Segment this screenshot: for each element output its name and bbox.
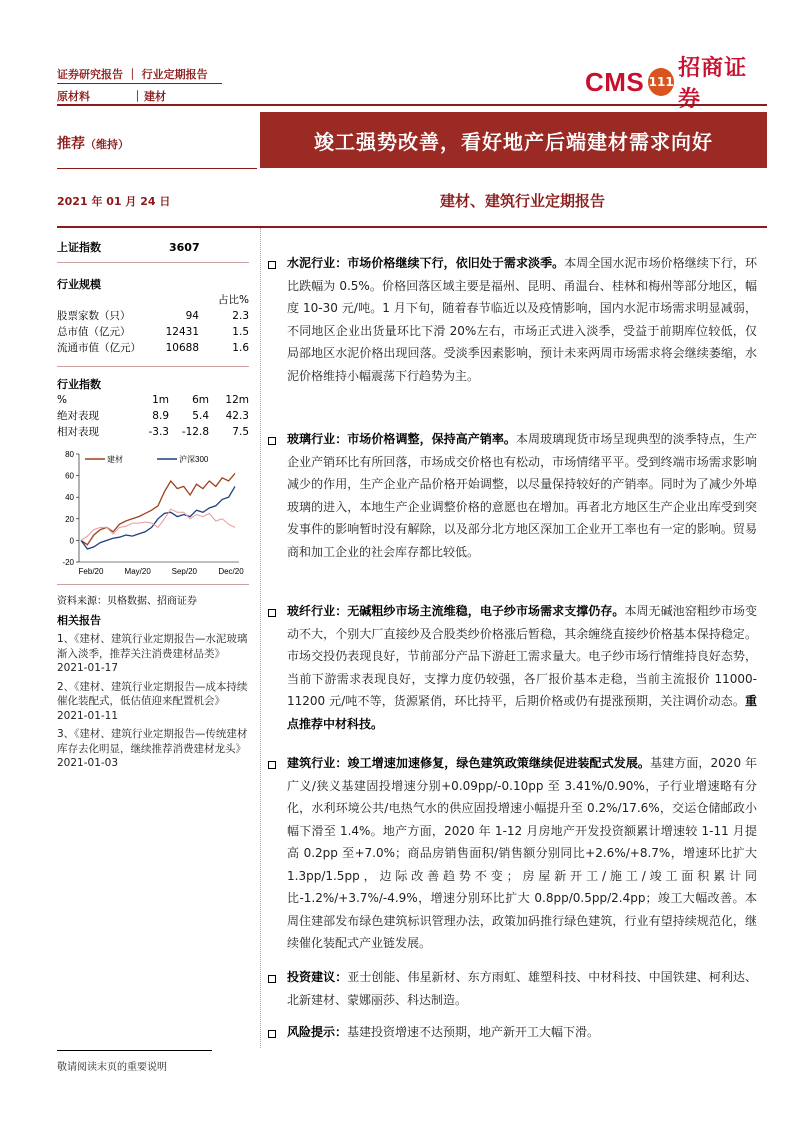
y-tick-label: 40 [65,493,74,503]
scale-row [57,308,249,324]
related-report-item[interactable]: 1、《建材、建筑行业定期报告—水泥玻璃渐入淡季，推荐关注消费建材品类》2021-01-17 [57,633,248,674]
rating [57,133,129,153]
column-divider [260,228,261,1048]
perf-table [57,376,249,440]
logo-cn: 招商证券 [678,56,748,112]
scale-row-name: 流通市值（亿元） [57,342,141,354]
section-heading: 投资建议： [287,970,348,984]
rating-label: 推荐 [57,136,85,152]
legend-label: 沪深300 [179,455,209,464]
scale-table [57,276,249,356]
logo-text: CMS [585,66,645,97]
perf-row [57,424,249,440]
section-bullet-icon [267,260,277,270]
x-tick-label: Dec/20 [218,567,244,576]
section-heading: 玻璃行业：市场价格调整，保持高产销率。 [287,432,516,446]
scale-row-v1: 10688 [165,342,199,354]
scale-col-header: 占比% [218,294,249,306]
index-block [57,240,249,256]
related-heading: 相关报告 [57,614,101,627]
rating-note: （维持） [85,138,129,151]
report-title: 竣工强势改善，看好地产后端建材需求向好 [260,112,767,168]
section-body: 本周玻璃现货市场呈现典型的淡季特点，生产企业产销环比有所回落，市场成交价格也有松动，市场情绪平平。受到终端市场需求影响减少的作用，生产企业产品价格开始调整，以尽量保持较好的产销率。同时为了减少外埠玻璃的进入，本地生产企业调整价格的意愿也在增加。再者北方地区生产企业出库受到突发事件的影响暂时没有解除，以及部分北方地区深加工企业开工率也有一定的影响。贸易商和加工企业的社会库存都比较低。 [287,432,757,559]
perf-row-value: -3.3 [148,426,169,438]
scale-row-v2: 1.5 [232,326,249,338]
related-report-item[interactable]: 2、《建材、建筑行业定期报告—成本持续催化装配式，低估值迎来配置机会》2021-01-11 [57,680,248,722]
y-tick-label: -20 [62,558,74,567]
section-paragraph [287,966,757,1011]
section-body: 本周无碱池窑粗纱市场变动不大，个别大厂直接纱及合股类纱价格涨后暂稳，其余缠绕直接纱价格基本保持稳定。市场交投仍表现良好，节前部分产品下游赶工需求量大。电子纱市场行情维持良好态势，当前下游需求表现良好，支撑力度仍较强，各厂报价基本走稳，当前主流报价 11000-11200 元/吨不等，货源紧俏，环比持平，后期价格或仍有提涨预期，关注调价动态。 [287,604,757,708]
perf-col-header: 6m [192,394,209,406]
legend-label: 建材 [107,455,123,464]
perf-row-value: 8.9 [152,410,169,422]
sector-label: 原材料 [57,90,90,103]
scale-row [57,324,249,340]
perf-row-value: 42.3 [225,410,249,422]
section-paragraph [287,252,757,387]
perf-row [57,408,249,424]
x-tick-label: May/20 [124,567,151,576]
report-type: 证券研究报告 ｜ 行业定期报告 [57,68,208,81]
scale-row-name: 股票家数（只） [57,310,131,322]
perf-heading: 行业指数 [57,378,101,391]
related-report-item[interactable]: 3、《建材、建筑行业定期报告—传统建材库存去化明显，继续推荐消费建材龙头》2021-01-03 [57,728,248,769]
section-heading: 玻纤行业：无碱粗纱市场主流维稳，电子纱市场需求支撑仍存。 [287,604,625,618]
related-reports [57,612,249,775]
section-bullet-icon [267,974,277,984]
x-tick-label: Feb/20 [78,567,104,576]
sub-sector-label: 建材 [144,90,166,103]
index-label: 上证指数 [57,241,101,254]
perf-col-header: 12m [225,394,249,406]
section-body: 基建方面，2020 年广义/狭义基建固投增速分别+0.09pp/-0.10pp 至 3.41%/0.90%，子行业增速略有分化，水利环境公共/电热气水的供应固投增速小幅提升至 0.2%/17.6%，交运仓储邮政小幅下滑至 1.4%。地产方面，2020 年 1-12 月房地产开发投资额累计增速较 1-11 月提高 0.2pp 至+7.0%；商品房销售面积/销售额分别同比+2.6%/+8.7%，增速环比扩大 1.3pp/1.5pp，边际改善趋势不变；房屋新开工/施工/竣工面积累计同比-1.2%/+3.7%/-4.9%，增速分别环比扩大 0.8pp/0.5pp/2.4pp；竣工大幅改善。本周住建部发布绿色建筑标识管理办法，政策加码推行绿色建筑，行业有望持续规范化，继续催化装配式产业链发展。 [287,756,757,950]
series-line-1 [81,473,235,544]
scale-row-v1: 94 [185,310,199,322]
section-heading: 建筑行业：竣工增速加速修复，绿色建筑政策继续促进装配式发展。 [287,756,651,770]
chart-source: 资料来源：贝格数据、招商证券 [57,596,197,607]
perf-col-header: % [57,394,67,406]
section-body: 亚士创能、伟星新材、东方雨虹、雄塑科技、中材科技、中国铁建、柯利达、北新建材、蒙娜丽莎、科达制造。 [287,970,757,1007]
sector-sep: ｜ [132,90,143,103]
perf-row-name: 绝对表现 [57,410,99,422]
y-tick-label: 60 [65,471,74,481]
section-body: 本周全国水泥市场价格继续下行，环比跌幅为 0.5%。价格回落区域主要是福州、昆明、甬温台、桂林和梅州等部分地区，幅度 10-30 元/吨。1 月下旬，随着春节临近以及疫情影响，国内水泥市场需求明显减弱，不同地区企业出货量环比下滑 20%左右，市场正式进入淡季，受益于前期库位较低，仅局部地区水泥价格出现回落。受淡季因素影响，预计未来两周市场需求将会继续萎缩，水泥价格维持小幅震荡下行趋势为主。 [287,256,757,383]
perf-row-name: 相对表现 [57,426,99,438]
perf-row-value: 7.5 [232,426,249,438]
scale-row-v2: 2.3 [232,310,249,322]
section-bullet-icon [267,436,277,446]
section-heading: 水泥行业：市场价格继续下行，依旧处于需求淡季。 [287,256,565,270]
report-subtitle: 建材、建筑行业定期报告 [440,192,606,210]
section-tail: 重点推荐中材科技。 [287,694,757,731]
section-bullet-icon [267,608,277,618]
x-tick-label: Sep/20 [171,567,198,576]
scale-row-v2: 1.6 [232,342,249,354]
scale-row-v1: 12431 [165,326,199,338]
performance-chart [57,448,249,586]
section-body: 基建投资增速不达预期，地产新开工大幅下滑。 [347,1025,600,1039]
footer-note: 敬请阅读末页的重要说明 [57,1062,167,1073]
y-tick-label: 20 [65,514,74,524]
index-value: 3607 [169,241,200,254]
perf-row-value: 5.4 [192,410,209,422]
scale-row [57,340,249,356]
cms-logo [585,56,763,112]
section-paragraph [287,752,757,955]
scale-heading: 行业规模 [57,278,101,291]
section-heading: 风险提示： [287,1025,348,1039]
perf-row-value: -12.8 [181,426,209,438]
series-line-2 [81,486,235,549]
y-tick-label: 0 [69,536,74,546]
section-paragraph [287,1021,757,1044]
section-paragraph [287,600,757,735]
report-date: 2021 年 01 月 24 日 [57,195,171,208]
section-paragraph [287,428,757,563]
section-bullet-icon [267,1029,277,1039]
section-bullet-icon [267,760,277,770]
scale-row-name: 总市值（亿元） [57,326,131,338]
y-tick-label: 80 [65,450,74,459]
logo-badge-icon: 111 [648,68,674,96]
series-line-3 [81,509,235,540]
perf-col-header: 1m [152,394,169,406]
